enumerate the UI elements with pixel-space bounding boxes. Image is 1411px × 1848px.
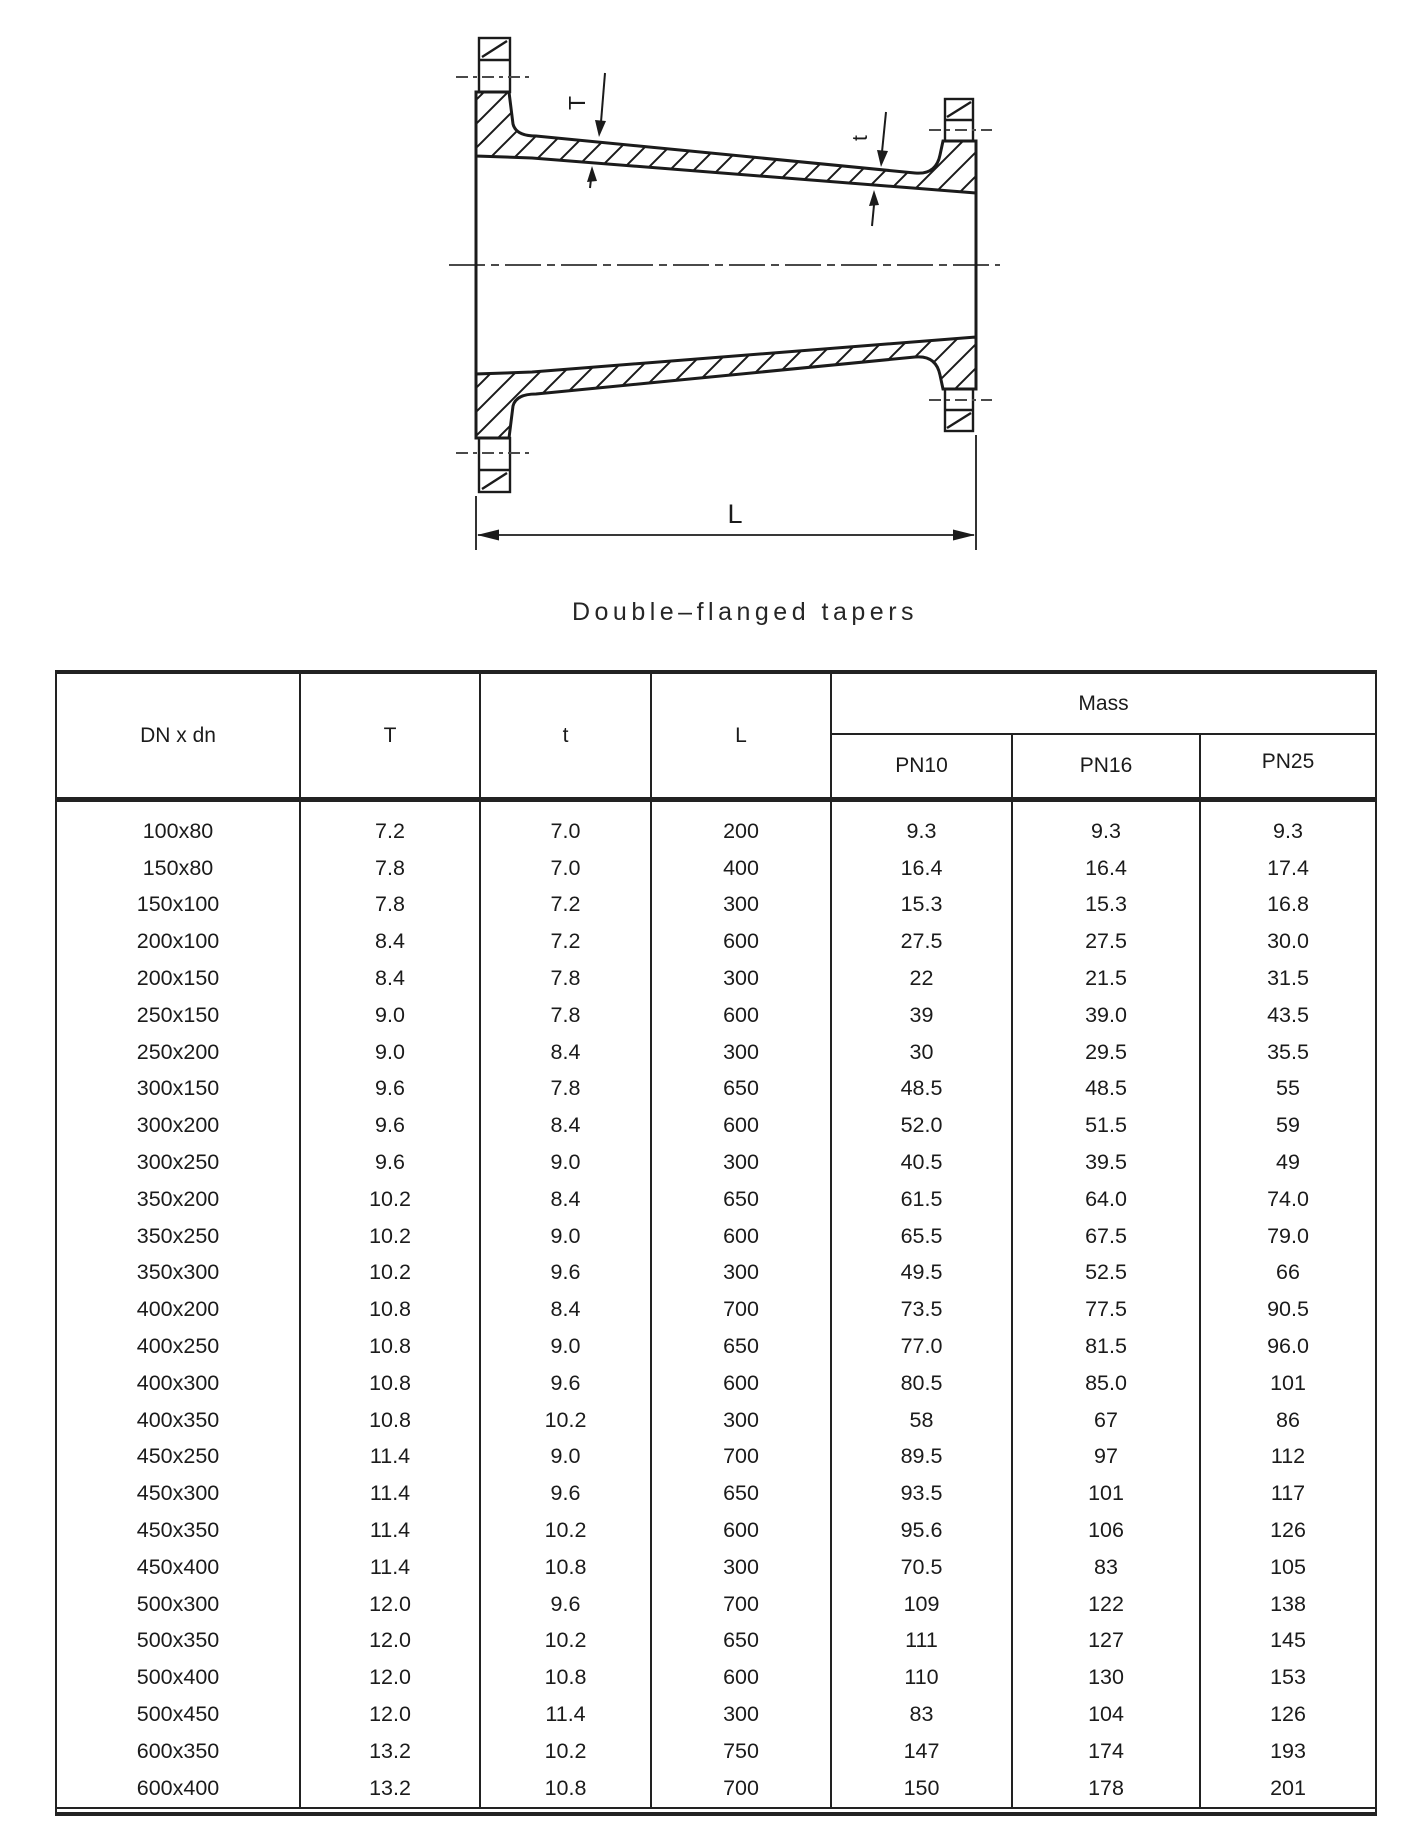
cell: 48.5 — [831, 1071, 1012, 1108]
cell: 700 — [651, 1770, 831, 1808]
cell: 450x300 — [57, 1475, 300, 1512]
cell: 126 — [1270, 1702, 1306, 1727]
cell: 10.2 — [480, 1623, 651, 1660]
cell: 49 — [1276, 1150, 1300, 1175]
cell: 7.8 — [300, 887, 480, 924]
table-row — [57, 1770, 1375, 1808]
cell: 7.8 — [480, 997, 651, 1034]
cell: 93.5 — [831, 1475, 1012, 1512]
tapers-table-body — [57, 800, 1375, 1808]
table-row — [57, 850, 1375, 887]
cell: 300 — [651, 960, 831, 997]
cell: 12.0 — [300, 1659, 480, 1696]
cell: 105 — [1270, 1554, 1306, 1579]
table-row — [57, 1071, 1375, 1108]
cell: 500x400 — [57, 1659, 300, 1696]
cell: 9.3 — [831, 813, 1012, 850]
cell: 15.3 — [1012, 887, 1200, 924]
cell: 70.5 — [831, 1549, 1012, 1586]
cell: 300 — [651, 887, 831, 924]
cell: 109 — [831, 1586, 1012, 1623]
col-header-t: t — [480, 674, 651, 800]
cell: 95.6 — [831, 1512, 1012, 1549]
table-row — [57, 1034, 1375, 1071]
cell: 52.5 — [1012, 1255, 1200, 1292]
cell: 700 — [651, 1291, 831, 1328]
cell: 7.0 — [480, 813, 651, 850]
col-header-pn10: PN10 — [831, 734, 1012, 800]
cell: 10.2 — [480, 1512, 651, 1549]
table-row — [57, 960, 1375, 997]
spacer-cell — [480, 800, 651, 814]
cell: 8.4 — [480, 1107, 651, 1144]
cell: 9.0 — [480, 1144, 651, 1181]
cell: 193 — [1270, 1738, 1306, 1763]
col-header-mass: Mass — [831, 674, 1375, 734]
cell: 9.0 — [480, 1439, 651, 1476]
cell: 10.2 — [300, 1181, 480, 1218]
cell: 67 — [1012, 1402, 1200, 1439]
col-header-pn16: PN16 — [1012, 734, 1200, 800]
cell: 122 — [1012, 1586, 1200, 1623]
cell: 600 — [651, 1365, 831, 1402]
cell: 10.8 — [300, 1328, 480, 1365]
cell: 300 — [651, 1034, 831, 1071]
cell: 300x200 — [57, 1107, 300, 1144]
table-row — [57, 1696, 1375, 1733]
cell: 300x250 — [57, 1144, 300, 1181]
cell: 138 — [1270, 1591, 1306, 1616]
cell: 600 — [651, 1659, 831, 1696]
cell: 16.4 — [831, 850, 1012, 887]
cell: 150 — [831, 1770, 1012, 1808]
dimension-T — [564, 73, 606, 188]
table-row — [57, 1218, 1375, 1255]
table-row — [57, 1659, 1375, 1696]
spacer-cell — [300, 800, 480, 814]
cell: 200x150 — [57, 960, 300, 997]
cell: 8.4 — [480, 1034, 651, 1071]
cell: 450x400 — [57, 1549, 300, 1586]
cell: 7.2 — [480, 887, 651, 924]
cell: 106 — [1012, 1512, 1200, 1549]
cell: 64.0 — [1012, 1181, 1200, 1218]
cell: 700 — [651, 1439, 831, 1476]
cell: 500x300 — [57, 1586, 300, 1623]
cell: 59 — [1276, 1113, 1300, 1138]
taper-drawing — [380, 10, 1040, 570]
table-row — [57, 1586, 1375, 1623]
cell: 40.5 — [831, 1144, 1012, 1181]
cell: 12.0 — [300, 1623, 480, 1660]
cell: 52.0 — [831, 1107, 1012, 1144]
cell: 126 — [1270, 1518, 1306, 1543]
cell: 300 — [651, 1402, 831, 1439]
cell: 112 — [1270, 1444, 1306, 1469]
cell: 9.0 — [300, 997, 480, 1034]
label-t: t — [849, 135, 872, 141]
cell: 74.0 — [1267, 1186, 1309, 1211]
cell: 17.4 — [1267, 855, 1309, 880]
cell: 10.2 — [480, 1733, 651, 1770]
cell: 500x350 — [57, 1623, 300, 1660]
lower-wall-section — [476, 337, 976, 438]
col-header-L: L — [651, 674, 831, 800]
cell: 400x200 — [57, 1291, 300, 1328]
cell: 600x400 — [57, 1770, 300, 1808]
table-row — [57, 1549, 1375, 1586]
table-row — [57, 1107, 1375, 1144]
cell: 12.0 — [300, 1586, 480, 1623]
cell: 10.2 — [300, 1218, 480, 1255]
cell: 400x350 — [57, 1402, 300, 1439]
table-row — [57, 813, 1375, 850]
cell: 10.8 — [300, 1402, 480, 1439]
bolt-hole-small-bottom — [945, 389, 973, 431]
cell: 49.5 — [831, 1255, 1012, 1292]
cell: 9.6 — [480, 1365, 651, 1402]
cell: 9.0 — [480, 1218, 651, 1255]
cell: 8.4 — [300, 960, 480, 997]
cell: 10.8 — [480, 1659, 651, 1696]
cell: 600 — [651, 923, 831, 960]
cell: 11.4 — [300, 1439, 480, 1476]
cell: 750 — [651, 1733, 831, 1770]
cell: 39 — [831, 997, 1012, 1034]
cell: 79.0 — [1267, 1223, 1309, 1248]
table-row — [57, 1144, 1375, 1181]
cell: 81.5 — [1012, 1328, 1200, 1365]
spacer-cell — [651, 800, 831, 814]
cell: 300x150 — [57, 1071, 300, 1108]
cell: 145 — [1270, 1628, 1306, 1653]
cell: 30 — [831, 1034, 1012, 1071]
cell: 67.5 — [1012, 1218, 1200, 1255]
cell: 7.2 — [300, 813, 480, 850]
cell: 150x80 — [57, 850, 300, 887]
cell: 8.4 — [300, 923, 480, 960]
label-T: T — [564, 95, 590, 110]
upper-wall-section — [476, 92, 976, 193]
bolt-hole-small-top — [945, 99, 973, 141]
cell: 650 — [651, 1623, 831, 1660]
cell: 450x250 — [57, 1439, 300, 1476]
cell: 39.0 — [1012, 997, 1200, 1034]
cell: 201 — [1200, 1770, 1375, 1808]
cell: 85.0 — [1012, 1365, 1200, 1402]
cell: 65.5 — [831, 1218, 1012, 1255]
cell: 97 — [1012, 1439, 1200, 1476]
cell: 35.5 — [1267, 1039, 1309, 1064]
cell: 10.8 — [480, 1549, 651, 1586]
cell: 300 — [651, 1549, 831, 1586]
cell: 130 — [1012, 1659, 1200, 1696]
cell: 101 — [1012, 1475, 1200, 1512]
cell: 600 — [651, 1107, 831, 1144]
cell: 600 — [651, 1512, 831, 1549]
cell: 55 — [1276, 1076, 1300, 1101]
cell: 73.5 — [831, 1291, 1012, 1328]
cell: 58 — [831, 1402, 1012, 1439]
cell: 77.0 — [831, 1328, 1012, 1365]
cell: 178 — [1012, 1770, 1200, 1808]
cell: 11.4 — [300, 1512, 480, 1549]
cell: 650 — [651, 1475, 831, 1512]
cell: 66 — [1276, 1260, 1300, 1285]
table-row — [57, 1328, 1375, 1365]
cell: 117 — [1270, 1481, 1306, 1506]
cell: 11.4 — [300, 1549, 480, 1586]
cell: 80.5 — [831, 1365, 1012, 1402]
cell: 9.6 — [300, 1107, 480, 1144]
cell: 600x350 — [57, 1733, 300, 1770]
cell: 13.2 — [300, 1733, 480, 1770]
cell: 200x100 — [57, 923, 300, 960]
cell: 39.5 — [1012, 1144, 1200, 1181]
cell: 650 — [651, 1328, 831, 1365]
cell: 10.8 — [300, 1291, 480, 1328]
cell: 7.8 — [480, 1071, 651, 1108]
cell: 7.8 — [480, 960, 651, 997]
table-row — [57, 1402, 1375, 1439]
cell: 13.2 — [300, 1770, 480, 1808]
cell: 89.5 — [831, 1439, 1012, 1476]
table-row — [57, 923, 1375, 960]
spacer-cell — [831, 800, 1012, 814]
cell: 7.2 — [480, 923, 651, 960]
cell: 9.6 — [480, 1255, 651, 1292]
cell: 96.0 — [1267, 1334, 1309, 1359]
cell: 86 — [1276, 1407, 1300, 1432]
cell: 61.5 — [831, 1181, 1012, 1218]
spacer-cell — [57, 800, 300, 814]
table-row — [57, 1181, 1375, 1218]
cell: 700 — [651, 1586, 831, 1623]
cell: 300 — [651, 1696, 831, 1733]
cell: 27.5 — [831, 923, 1012, 960]
cell: 11.4 — [480, 1696, 651, 1733]
col-header-T: T — [300, 674, 480, 800]
cell: 100x80 — [57, 813, 300, 850]
cell: 8.4 — [480, 1181, 651, 1218]
cell: 51.5 — [1012, 1107, 1200, 1144]
cell: 104 — [1012, 1696, 1200, 1733]
cell: 150x100 — [57, 887, 300, 924]
table-row — [57, 1512, 1375, 1549]
spacer-row — [57, 800, 1375, 814]
cell: 16.4 — [1012, 850, 1200, 887]
cell: 15.3 — [831, 887, 1012, 924]
cell: 650 — [651, 1071, 831, 1108]
cell: 250x200 — [57, 1034, 300, 1071]
bolt-hole-large-top — [479, 38, 510, 92]
cell: 29.5 — [1012, 1034, 1200, 1071]
cell: 174 — [1012, 1733, 1200, 1770]
cell: 350x250 — [57, 1218, 300, 1255]
cell: 10.8 — [300, 1365, 480, 1402]
table-row — [57, 1475, 1375, 1512]
table-row — [57, 997, 1375, 1034]
cell: 650 — [651, 1181, 831, 1218]
cell: 30.0 — [1267, 929, 1309, 954]
tapers-table-container — [55, 670, 1377, 1816]
cell: 12.0 — [300, 1696, 480, 1733]
cell: 10.2 — [300, 1255, 480, 1292]
cell: 90.5 — [1267, 1297, 1309, 1322]
cell: 7.8 — [300, 850, 480, 887]
cell: 9.6 — [480, 1586, 651, 1623]
cell: 153 — [1270, 1665, 1306, 1690]
bolt-hole-large-bottom — [479, 438, 510, 492]
cell: 350x200 — [57, 1181, 300, 1218]
cell: 10.8 — [480, 1770, 651, 1808]
cell: 8.4 — [480, 1291, 651, 1328]
cell: 22 — [831, 960, 1012, 997]
dimension-L — [476, 435, 976, 550]
cell: 9.0 — [300, 1034, 480, 1071]
cell: 300 — [651, 1144, 831, 1181]
col-header-pn25-label: PN25 — [1261, 750, 1315, 773]
col-header-dn-x-dn: DN x dn — [57, 674, 300, 800]
cell: 110 — [831, 1659, 1012, 1696]
cell: 31.5 — [1267, 966, 1309, 991]
cell: 9.6 — [480, 1475, 651, 1512]
cell: 300 — [651, 1255, 831, 1292]
spacer-cell — [1012, 800, 1200, 814]
cell: 200 — [651, 813, 831, 850]
table-row — [57, 1255, 1375, 1292]
spacer-cell — [1200, 800, 1375, 814]
cell: 400x250 — [57, 1328, 300, 1365]
cell: 600 — [651, 997, 831, 1034]
cell: 400x300 — [57, 1365, 300, 1402]
cell: 10.2 — [480, 1402, 651, 1439]
cell: 83 — [831, 1696, 1012, 1733]
cell: 101 — [1270, 1370, 1306, 1395]
cell: 147 — [831, 1733, 1012, 1770]
table-row — [57, 1439, 1375, 1476]
cell: 450x350 — [57, 1512, 300, 1549]
cell: 27.5 — [1012, 923, 1200, 960]
cell: 9.6 — [300, 1071, 480, 1108]
cell: 43.5 — [1267, 1002, 1309, 1027]
cell: 111 — [831, 1623, 1012, 1660]
cell: 16.8 — [1267, 892, 1309, 917]
cell: 500x450 — [57, 1696, 300, 1733]
cell: 83 — [1012, 1549, 1200, 1586]
cell: 77.5 — [1012, 1291, 1200, 1328]
figure-caption: Double–flanged tapers — [571, 598, 919, 626]
cell: 7.0 — [480, 850, 651, 887]
col-header-pn25 — [1200, 734, 1375, 800]
tapers-table — [57, 674, 1375, 1809]
table-row — [57, 887, 1375, 924]
table-row — [57, 1733, 1375, 1770]
label-L: L — [727, 499, 743, 529]
cell: 400 — [651, 850, 831, 887]
cell: 9.3 — [1273, 818, 1303, 843]
cell: 127 — [1012, 1623, 1200, 1660]
cell: 9.6 — [300, 1144, 480, 1181]
cell: 11.4 — [300, 1475, 480, 1512]
cell: 350x300 — [57, 1255, 300, 1292]
cell: 9.0 — [480, 1328, 651, 1365]
table-row — [57, 1623, 1375, 1660]
cell: 600 — [651, 1218, 831, 1255]
cell: 48.5 — [1012, 1071, 1200, 1108]
cell: 21.5 — [1012, 960, 1200, 997]
table-row — [57, 1291, 1375, 1328]
cell: 9.3 — [1012, 813, 1200, 850]
cell: 250x150 — [57, 997, 300, 1034]
table-row — [57, 1365, 1375, 1402]
